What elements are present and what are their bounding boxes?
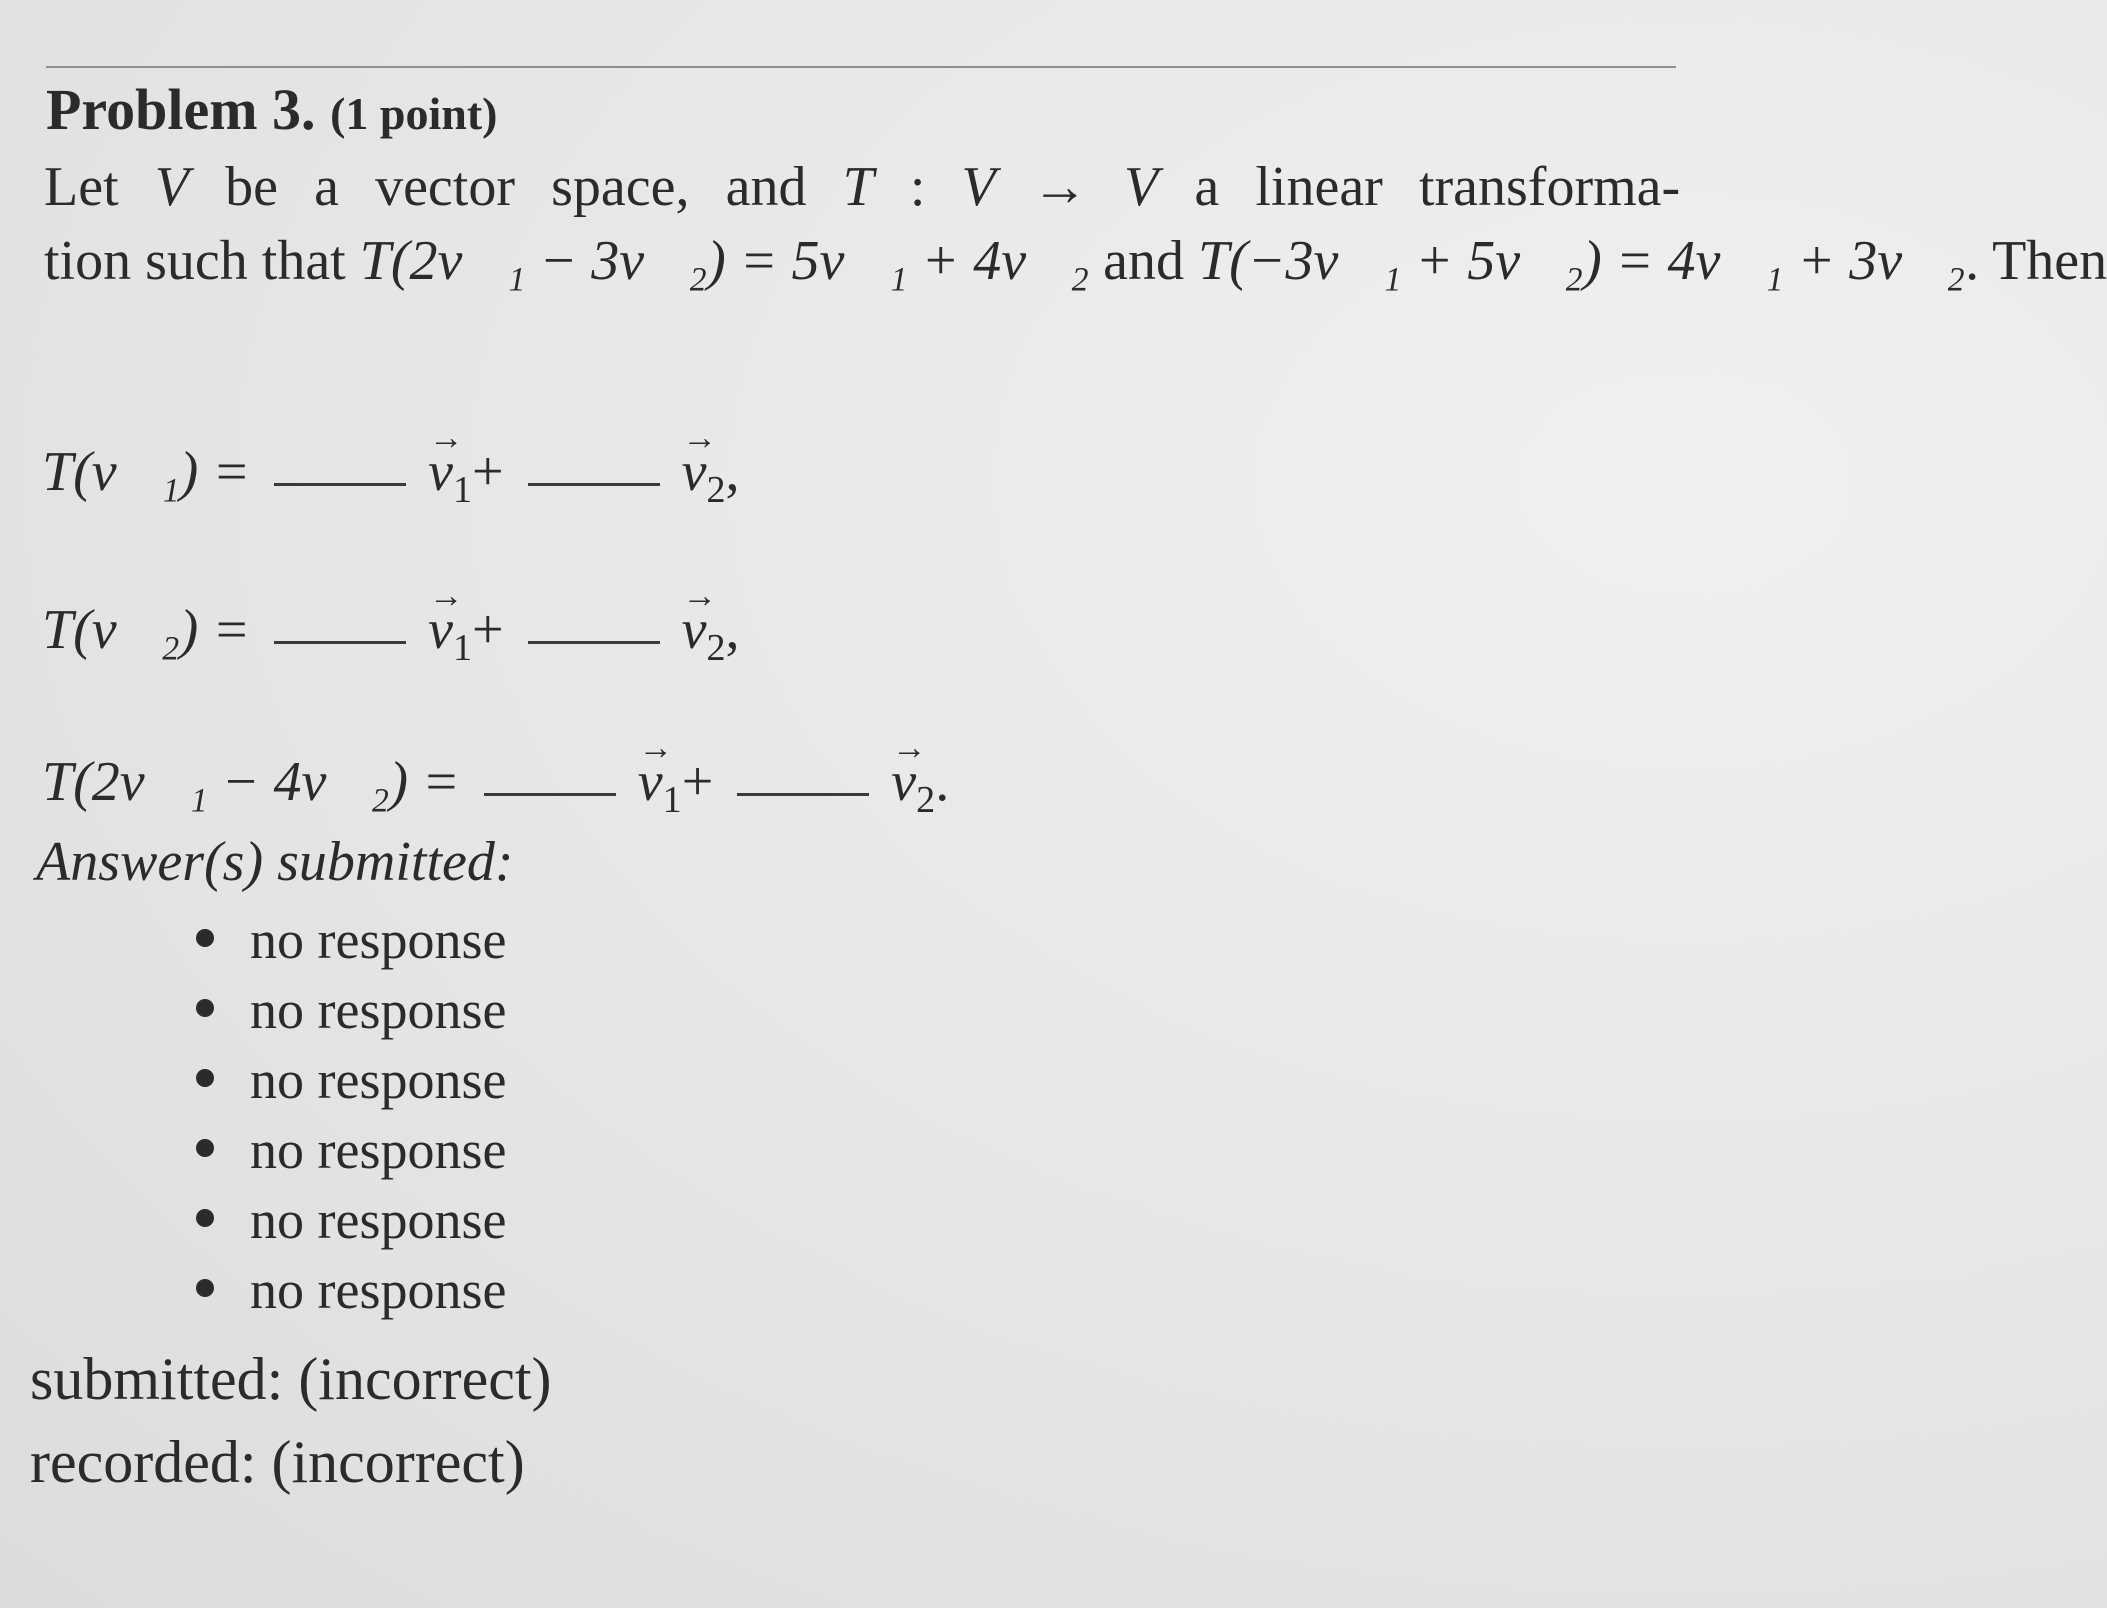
list-item: no response: [196, 1115, 506, 1185]
list-item: no response: [196, 1185, 506, 1255]
condition-1: T(2v⃗₁ − 3v⃗₂) = 5v⃗₁ + 4v⃗₂: [359, 230, 1090, 292]
submitted-responses-list: [196, 905, 506, 1325]
vector-v2-label: v →: [682, 598, 707, 662]
statement-line-1: Let V be a vector space, and T : V → V a linear transforma-: [44, 156, 1681, 218]
bullet-icon: [196, 1139, 214, 1157]
answer-blank-4[interactable]: [528, 641, 660, 644]
problem-title: [46, 76, 497, 143]
list-item: no response: [196, 1045, 506, 1115]
list-item: no response: [196, 975, 506, 1045]
bullet-icon: [196, 999, 214, 1017]
vector-v1-label: v →: [638, 750, 663, 814]
vector-v2-label: v →: [891, 750, 916, 814]
vector-v2-label: v →: [682, 440, 707, 504]
answer-blank-6[interactable]: [737, 793, 869, 796]
header-rule: [46, 66, 1676, 68]
answers-heading: Answer(s) submitted:: [36, 831, 514, 893]
statement-line-2: tion such that T(2v⃗₁ − 3v⃗₂) = 5v⃗₁ + 4v⃗₂ and T(−3v⃗₁ + 5v⃗₂) = 4v⃗₁ + 3v⃗₂. Then: [44, 230, 2107, 292]
list-item: no response: [196, 905, 506, 975]
vector-v1-label: v →: [428, 440, 453, 504]
equation-t-combination: T(2v⃗₁ − 4v⃗₂) = $v \to_1+ v \to_2$.: [42, 750, 949, 822]
problem-statement: [44, 150, 2107, 298]
recorded-status: recorded: (incorrect): [30, 1429, 525, 1495]
answer-blank-5[interactable]: [484, 793, 616, 796]
problem-number: Problem 3.: [46, 77, 316, 142]
bullet-icon: [196, 929, 214, 947]
problem-points: (1 point): [330, 88, 498, 139]
list-item: no response: [196, 1255, 506, 1325]
bullet-icon: [196, 1069, 214, 1087]
submitted-status: submitted: (incorrect): [30, 1346, 552, 1412]
bullet-icon: [196, 1279, 214, 1297]
bullet-icon: [196, 1209, 214, 1227]
equation-t-v1: T(v⃗₁) = $v \to_1+ v \to_2$,: [42, 440, 740, 512]
answer-blank-3[interactable]: [274, 641, 406, 644]
answer-blank-1[interactable]: [274, 483, 406, 486]
answer-blank-2[interactable]: [528, 483, 660, 486]
vector-v1-label: v →: [428, 598, 453, 662]
condition-2: T(−3v⃗₁ + 5v⃗₂) = 4v⃗₁ + 3v⃗₂: [1197, 230, 1966, 292]
equation-t-v2: T(v⃗₂) = $v \to_1+ v \to_2$,: [42, 598, 740, 670]
